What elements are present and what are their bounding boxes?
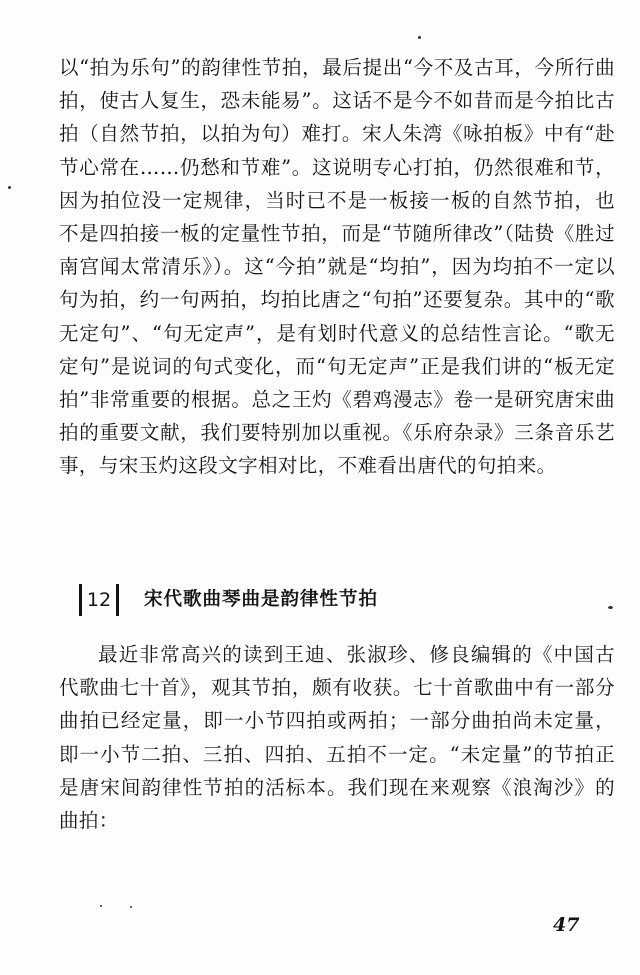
page-number: 47	[553, 914, 580, 936]
body-paragraph-1: 以“拍为乐句”的韵律性节拍，最后提出“今不及古耳，今所行曲拍，使古人复生，恐未能易”。这话不是今不如昔而是今拍比古拍（自然节拍，以拍为句）难打。宋人朱湾《咏拍板》中有“赴节心常在……仍愁和节难”。这说明专心打拍，仍然很难和节，因为拍位没一定规律，当时已不是一板接一板的自然节拍，也不是四拍接一板的定量性节拍，而是“节随所律改”（陆贽《胜过南宫闻太常清乐》）。这“今拍”就是“均拍”，因为均拍不一定以句为拍，约一句两拍，均拍比唐之“句拍”还要复杂。其中的“歌无定句”、“句无定声”，是有划时代意义的总结性言论。“歌无定句”是说词的句式变化，而“句无定声”正是我们讲的“板无定拍”非常重要的根据。总之王灼《碧鸡漫志》卷一是研究唐宋曲拍的重要文献，我们要特别加以重视。《乐府杂录》三条音乐艺事，与宋玉灼这段文字相对比，不难看出唐代的句拍来。	[59, 56, 615, 478]
scan-speck	[8, 186, 11, 189]
body-paragraph-2: 最近非常高兴的读到王迪、张淑珍、修良编辑的《中国古代歌曲七十首》，观其节拍，颇有收获。七十首歌曲中有一部分曲拍已经定量，即一小节四拍或两拍；一部分曲拍尚未定量，即一小节二拍、三拍、四拍、五拍不一定。“未定量”的节拍正是唐宋间韵律性节拍的活标本。我们现在来观察《浪淘沙》的曲拍：	[59, 643, 615, 833]
scan-speck	[130, 906, 132, 908]
scan-speck	[608, 606, 613, 609]
section-title: 宋代歌曲琴曲是韵律性节拍	[144, 589, 379, 610]
scan-speck	[418, 36, 421, 39]
scan-speck	[100, 905, 102, 907]
section-number-box: 12	[79, 584, 119, 616]
